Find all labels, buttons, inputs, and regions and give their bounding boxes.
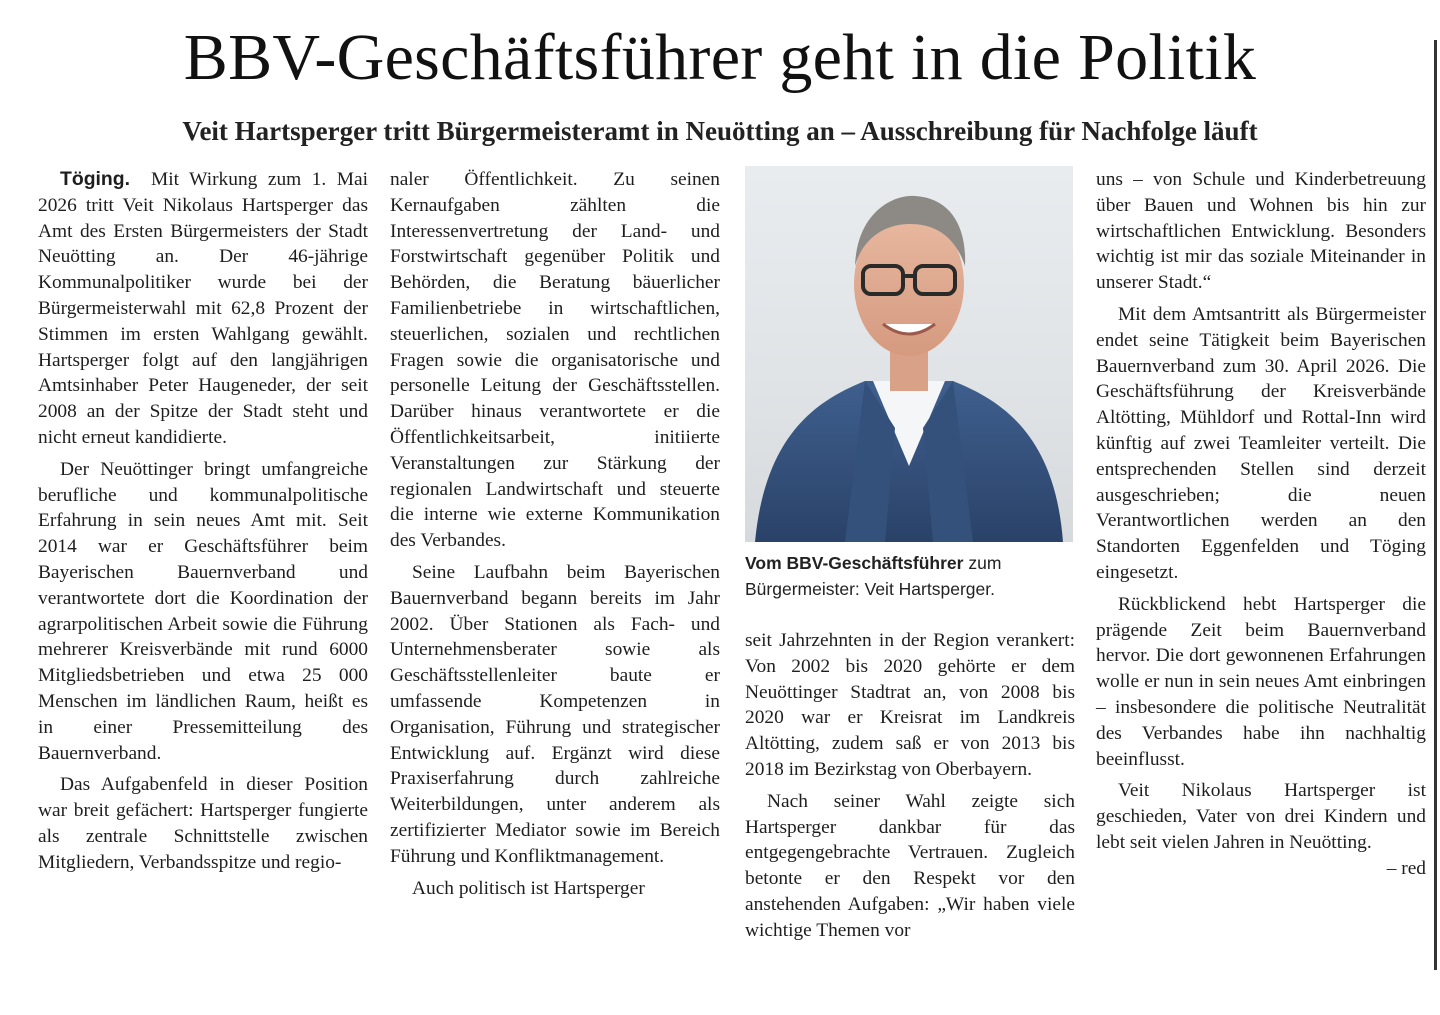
article-column-3 [745, 628, 1075, 950]
author-signature: – red [1386, 857, 1426, 879]
paragraph: Mit dem Amtsantritt als Bürgermeister endet seine Tätigkeit beim Bayerischen Bauernverband zum 30. April 2026. Die Geschäftsführung der Kreisverbände Altötting, Mühldorf und Rottal-Inn wird künftig auf zwei Teamleiter verteilt. Die entsprechenden Stellen sind derzeit ausgeschrieben; die neuen Verantwortlichen werden an den Standorten Eggenfelden und Töging eingesetzt. [1096, 303, 1426, 583]
dateline: Töging. [60, 168, 130, 190]
headline: BBV-Geschäftsführer geht in die Politik [183, 21, 1257, 94]
portrait-photo [745, 166, 1073, 542]
paragraph: Rückblickend hebt Hartsperger die prägende Zeit beim Bauernverband hervor. Die dort gewonnenen Erfahrungen wolle er nun in sein neues Amt einbringen – insbesondere die politische Neutralität des Verbandes habe ihn nachhaltig beeinflusst. [1096, 593, 1426, 770]
paragraph: seit Jahrzehnten in der Region verankert: Von 2002 bis 2020 gehörte er dem Neuöttinger Stadtrat an, von 2008 bis 2020 war er Kreisrat im Landkreis Altötting, zudem saß er von 2013 bis 2018 im Bezirkstag von Oberbayern. [745, 630, 1075, 780]
page-edge-rule [1434, 40, 1437, 970]
paragraph: uns – von Schule und Kinderbetreuung über Bauen und Wohnen bis hin zur wirtschaftlichen Entwicklung. Besonders wichtig ist mir das soziale Miteinander in unserer Stadt.“ [1096, 169, 1426, 294]
caption-bold: Vom BBV-Geschäftsführer [745, 553, 964, 573]
paragraph: Das Aufgabenfeld in dieser Position war breit gefächert: Hartsperger fungierte als zentrale Schnittstelle zwischen Mitgliedern, Verbandsspitze und regio- [38, 774, 368, 873]
portrait-illustration [745, 166, 1073, 542]
article-column-1 [38, 167, 368, 882]
photo-caption [745, 550, 1075, 602]
paragraph: Der Neuöttinger bringt umfangreiche berufliche und kommunalpolitische Erfahrung in sein neues Amt mit. Seit 2014 war er Geschäftsführer beim Bayerischen Bauernverband und verantwortete dort die Koordination der agrarpolitischen Arbeit sowie die Führung mehrerer Kreisverbände mit rund 6000 Mitgliedsbetrieben und etwa 25 000 Menschen im ländlichen Raum, heißt es in einer Pressemitteilung des Bauernverband. [38, 458, 368, 764]
paragraph-text: Mit Wirkung zum 1. Mai 2026 tritt Veit Nikolaus Hartsperger das Amt des Ersten Bürgermeisters der Stadt Neuötting an. Der 46-jährige Kommunalpolitiker wurde bei der Bürgermeisterwahl mit 62,8 Prozent der Stimmen im ersten Wahlgang gewählt. Hartsperger folgt auf den langjährigen Amtsinhaber Peter Haugeneder, der seit 2008 an der Spitze der Stadt steht und nicht erneut kandidierte. [38, 169, 368, 448]
paragraph: Seine Laufbahn beim Bayerischen Bauernverband begann bereits im Jahr 2002. Über Stationen als Fach- und Unternehmensberater sowie als Geschäftsstellenleiter baute er umfassende Kompetenzen in Organisation, Führung und strategischer Entwicklung auf. Ergänzt wird diese Praxiserfahrung durch zahlreiche Weiterbildungen, unter anderem als zertifizierter Mediator sowie im Bereich Führung und Konfliktmanagement. [390, 561, 720, 867]
paragraph [38, 167, 368, 451]
article-column-4 [1096, 167, 1426, 882]
caption-text: zum Bürgermeister: Veit Hartsperger. [745, 553, 1002, 599]
article-column-2 [390, 167, 720, 907]
paragraph: Nach seiner Wahl zeigte sich Hartsperger dankbar für das entgegengebrachte Vertrauen. Zugleich betonte er den Respekt vor den anstehenden Aufgaben: „Wir haben viele wichtige Themen vor [745, 790, 1075, 941]
paragraph: Auch politisch ist Hartsperger [412, 877, 645, 899]
paragraph [1096, 778, 1426, 879]
paragraph-text: Veit Nikolaus Hartsperger ist geschieden, Vater von drei Kindern und lebt seit vielen Jahren in Neuötting. [1096, 780, 1426, 853]
subheadline: Veit Hartsperger tritt Bürgermeisteramt in Neuötting an – Ausschreibung für Nachfolge läuft [182, 116, 1258, 146]
paragraph: naler Öffentlichkeit. Zu seinen Kernaufgaben zählten die Interessenvertretung der Land- und Forstwirtschaft gegenüber Politik und Behörden, die Beratung bäuerlicher Familienbetriebe in wirtschaftlichen, steuerlichen, sozialen und rechtlichen Fragen sowie die organisatorische und personelle Leitung der Geschäftsstellen. Darüber hinaus verantwortete er die Öffentlichkeitsarbeit, initiierte Veranstaltungen zur Stärkung der regionalen Landwirtschaft und steuerte die interne wie externe Kommunikation des Verbandes. [390, 169, 720, 552]
